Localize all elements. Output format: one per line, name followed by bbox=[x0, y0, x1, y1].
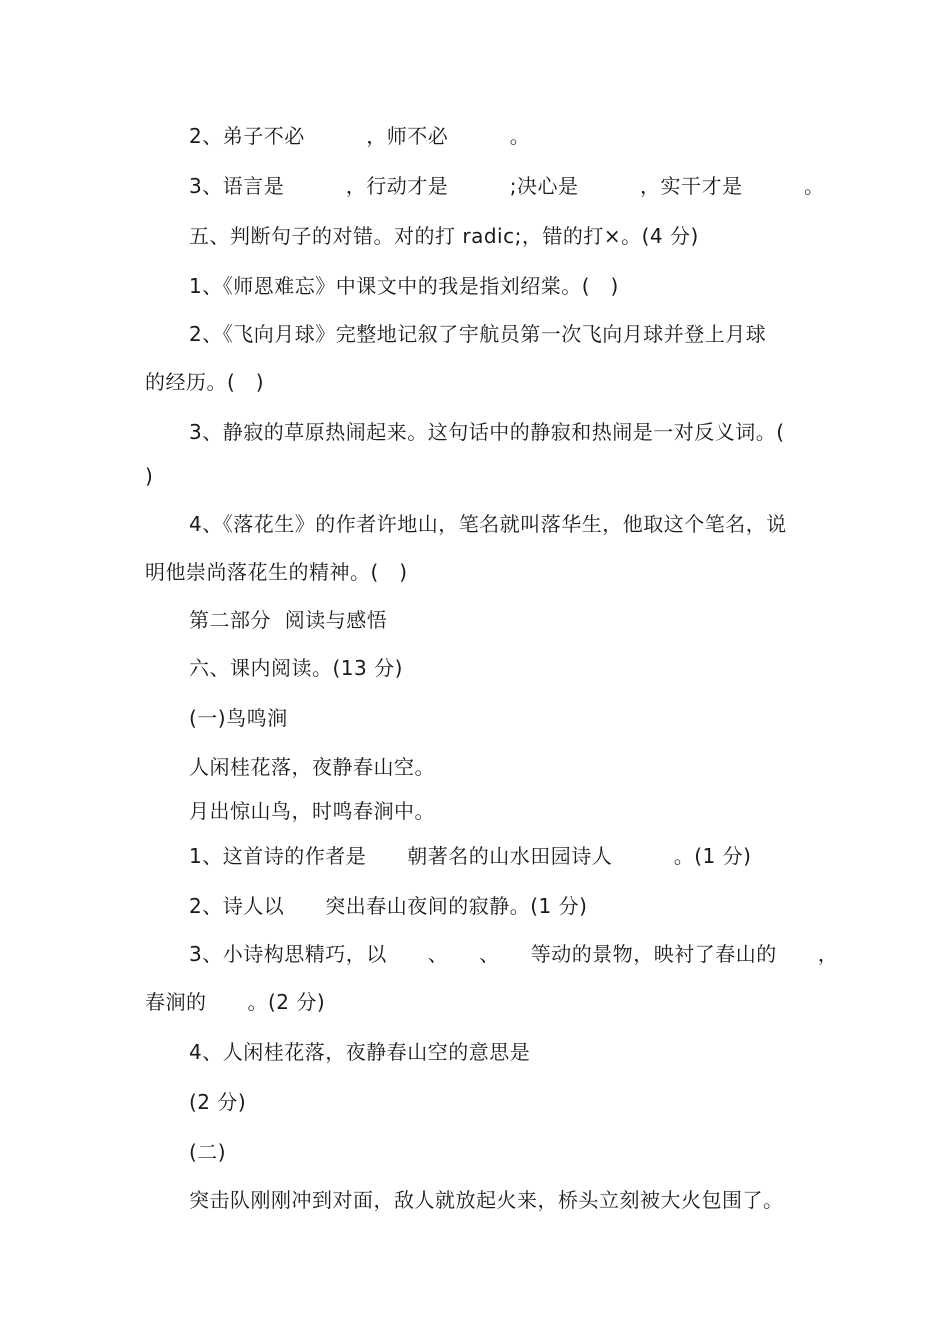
judge-q1: 1、《师恩难忘》中课文中的我是指刘绍棠。( ) bbox=[189, 274, 619, 298]
poem-title: (一)鸟鸣涧 bbox=[189, 706, 288, 730]
reading-q4-score: (2 分) bbox=[189, 1090, 247, 1114]
section-6-heading: 六、课内阅读。(13 分) bbox=[189, 656, 403, 680]
judge-q4-line2: 明他崇尚落花生的精神。( ) bbox=[145, 560, 408, 584]
judge-q2-line1: 2、《飞向月球》完整地记叙了宇航员第一次飞向月球并登上月球 bbox=[189, 322, 767, 346]
poem-line-1: 人闲桂花落，夜静春山空。 bbox=[189, 755, 435, 779]
reading-q3-line1: 3、小诗构思精巧，以 、 、 等动的景物，映衬了春山的 ， bbox=[189, 942, 839, 966]
poem-line-2: 月出惊山鸟，时鸣春涧中。 bbox=[189, 799, 435, 823]
part-2-heading: 第二部分 阅读与感悟 bbox=[189, 608, 388, 632]
judge-q3-line1: 3、静寂的草原热闹起来。这句话中的静寂和热闹是一对反义词。( bbox=[189, 420, 785, 444]
judge-q3-line2: ) bbox=[145, 464, 154, 488]
passage-2-heading: (二) bbox=[189, 1140, 227, 1164]
reading-q3-line2: 春涧的 。(2 分) bbox=[145, 990, 326, 1014]
reading-q4: 4、人闲桂花落，夜静春山空的意思是 bbox=[189, 1040, 531, 1064]
reading-q2: 2、诗人以 突出春山夜间的寂静。(1 分) bbox=[189, 894, 588, 918]
fill-blank-q2: 2、弟子不必 ，师不必 。 bbox=[189, 124, 531, 148]
fill-blank-q3: 3、语言是 ，行动才是 ;决心是 ，实干才是 。 bbox=[189, 174, 825, 198]
judge-q4-line1: 4、《落花生》的作者许地山，笔名就叫落华生，他取这个笔名，说 bbox=[189, 512, 787, 536]
judge-q2-line2: 的经历。( ) bbox=[145, 370, 265, 394]
section-5-heading: 五、判断句子的对错。对的打 radic;，错的打×。(4 分) bbox=[189, 224, 699, 248]
reading-q1: 1、这首诗的作者是 朝著名的山水田园诗人 。(1 分) bbox=[189, 844, 752, 868]
passage-2-text: 突击队刚刚冲到对面，敌人就放起火来，桥头立刻被大火包围了。 bbox=[189, 1188, 784, 1212]
